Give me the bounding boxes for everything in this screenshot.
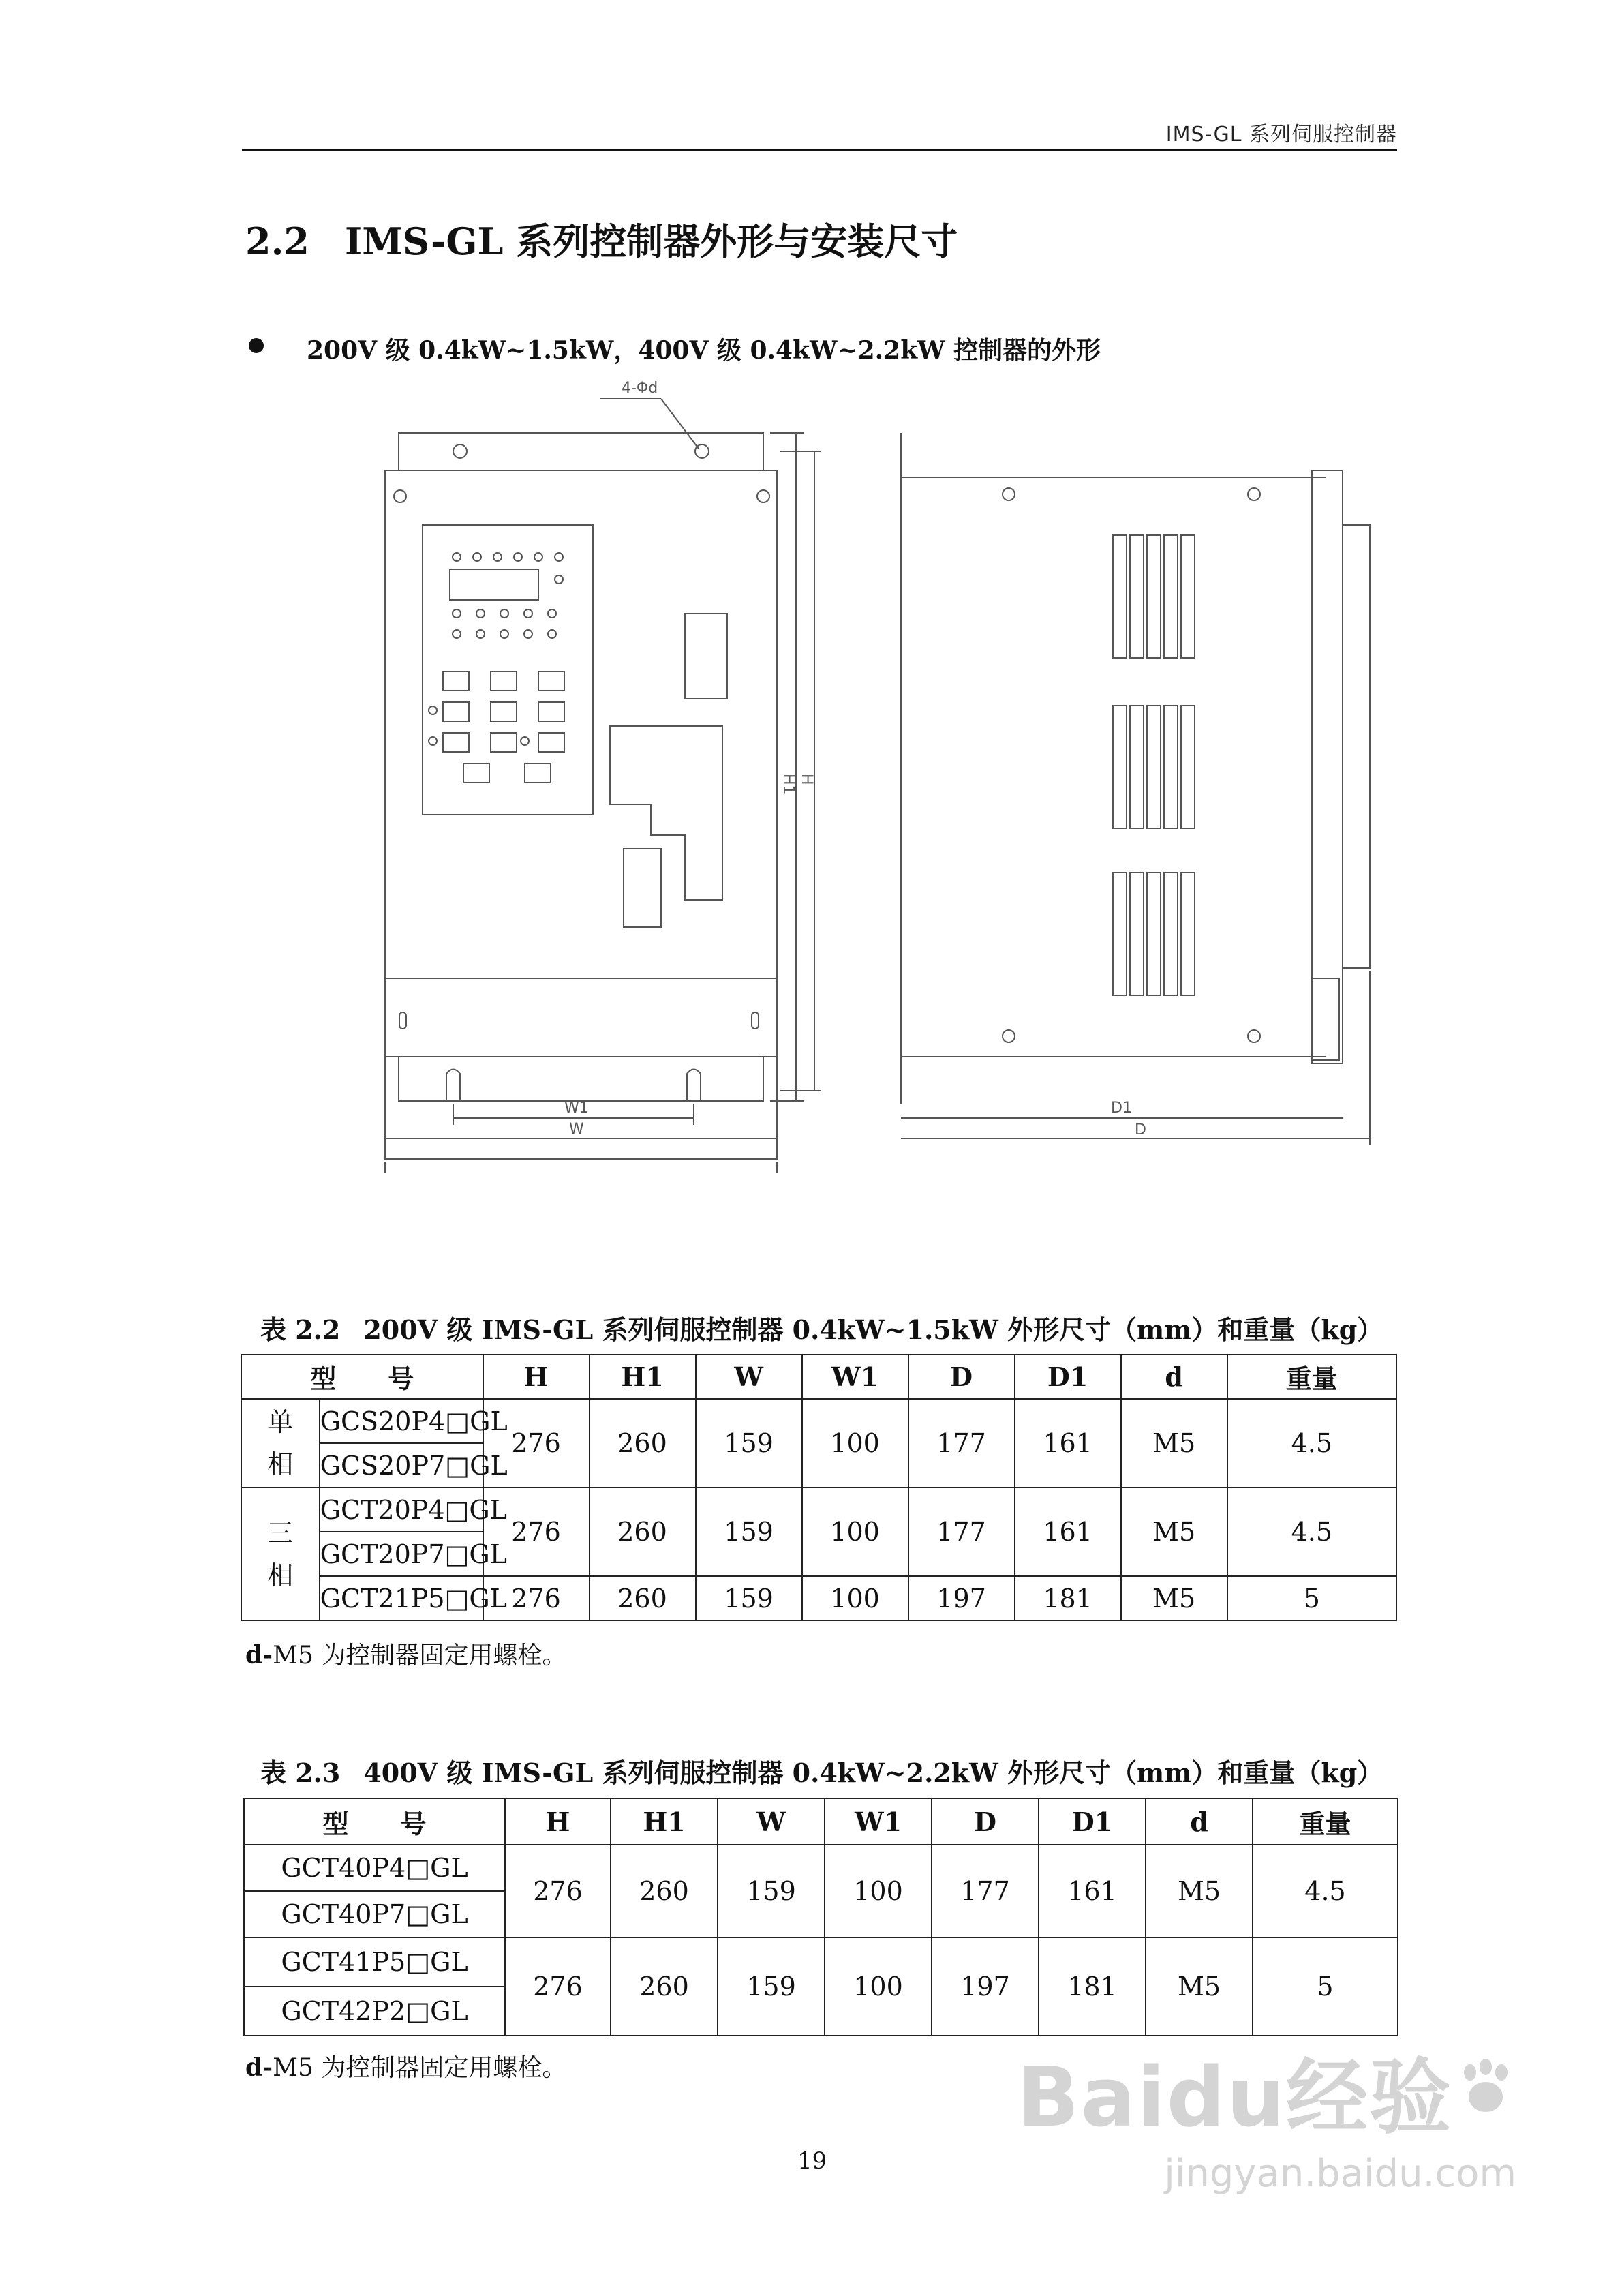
table1-caption-text: 200V 级 IMS-GL 系列伺服控制器 0.4kW~1.5kW 外形尺寸（mm）和重量（kg） [363,1314,1383,1345]
section-title [245,213,958,265]
table-row [244,1937,1398,1987]
table1-note [245,1636,566,1671]
phase-cell: 三 相 [241,1487,320,1620]
keypad-panel [423,525,593,815]
value-cell: 177 [932,1845,1039,1937]
value-cell: 5 [1253,1937,1398,2036]
value-cell: 276 [505,1937,611,2036]
terminal-opening [685,614,727,699]
col-header-h1: H1 [611,1798,718,1845]
screw-icon [1248,488,1260,500]
note-text: M5 为控制器固定用螺栓。 [273,1642,567,1670]
dimension-table-2 [243,1798,1398,2036]
col-header-w1: W1 [825,1798,932,1845]
display-window [450,569,538,600]
screw-icon [757,490,769,502]
value-cell: 177 [908,1399,1015,1487]
table-header-row [244,1798,1398,1845]
table-header-row [241,1355,1396,1399]
screw-icon [1003,488,1015,500]
value-cell: 181 [1039,1937,1146,2036]
model-cell: GCS20P7□GL [320,1443,483,1487]
value-cell: 159 [696,1399,802,1487]
led-indicators-lower [453,609,556,638]
table2-note [245,2049,566,2083]
col-header-dbolt: d [1121,1355,1227,1399]
mounting-hole-icon [453,444,467,458]
value-cell: 177 [908,1487,1015,1576]
table-row [244,1845,1398,1891]
value-cell: 159 [718,1937,825,2036]
value-cell: M5 [1121,1576,1227,1620]
value-cell: 4.5 [1227,1399,1396,1487]
table2-number: 表 2.3 [260,1757,341,1788]
value-cell: M5 [1146,1845,1253,1937]
value-cell: 276 [483,1487,590,1576]
phase-cell: 单 相 [241,1399,320,1487]
model-cell: GCT40P4□GL [244,1845,505,1891]
table-row [241,1399,1396,1443]
led-indicators [453,553,563,584]
note-text: M5 为控制器固定用螺栓。 [273,2054,567,2082]
section-number: 2.2 [245,220,309,263]
value-cell: 100 [825,1845,932,1937]
bullet-text: 200V 级 0.4kW~1.5kW，400V 级 0.4kW~2.2kW 控制器的外形 [307,336,1101,365]
value-cell: 260 [590,1399,696,1487]
watermark [1017,2051,1516,2196]
value-cell: 276 [505,1845,611,1937]
model-cell: GCS20P4□GL [320,1399,483,1443]
value-cell: 161 [1015,1487,1121,1576]
slot-icon [752,1012,759,1029]
model-cell: GCT41P5□GL [244,1937,505,1987]
value-cell: 159 [718,1845,825,1937]
model-cell: GCT40P7□GL [244,1891,505,1937]
value-cell: M5 [1121,1487,1227,1576]
col-header-h1: H1 [590,1355,696,1399]
value-cell: 159 [696,1487,802,1576]
value-cell: 161 [1015,1399,1121,1487]
value-cell: 100 [802,1399,908,1487]
col-header-d: D [932,1798,1039,1845]
value-cell: 260 [611,1845,718,1937]
value-cell: 197 [908,1576,1015,1620]
value-cell: 100 [825,1937,932,2036]
value-cell: 276 [483,1576,590,1620]
model-cell: GCT42P2□GL [244,1987,505,2036]
terminal-slot [624,849,661,927]
model-cell: GCT20P4□GL [320,1487,483,1532]
model-cell: GCT21P5□GL [320,1576,483,1620]
col-header-weight: 重量 [1227,1355,1396,1399]
dim-label-d1: D1 [1111,1100,1132,1117]
value-cell: 260 [590,1576,696,1620]
value-cell: 4.5 [1253,1845,1398,1937]
running-header: IMS-GL 系列伺服控制器 [1165,123,1397,147]
value-cell: 4.5 [1227,1487,1396,1576]
dim-label-h: H [798,774,815,785]
screw-icon [1248,1030,1260,1042]
value-cell: 100 [802,1487,908,1576]
terminal-cover [610,726,722,900]
value-cell: 100 [802,1576,908,1620]
dimension-drawing [368,368,1390,1186]
col-header-d1: D1 [1039,1798,1146,1845]
note-bold: d- [245,1641,273,1670]
col-header-dbolt: d [1146,1798,1253,1845]
front-view [385,380,821,1173]
value-cell: 260 [590,1487,696,1576]
header-rule [242,149,1397,151]
section-title-text: IMS-GL 系列控制器外形与安装尺寸 [344,220,958,263]
page-number: 19 [797,2147,827,2175]
table2-caption-text: 400V 级 IMS-GL 系列伺服控制器 0.4kW~2.2kW 外形尺寸（mm）和重量（kg） [363,1757,1383,1788]
table1-number: 表 2.2 [260,1314,341,1345]
col-header-weight: 重量 [1253,1798,1398,1845]
col-header-w: W [718,1798,825,1845]
col-header-w: W [696,1355,802,1399]
table-row [241,1576,1396,1620]
bullet-icon [249,338,264,353]
screw-icon [394,490,406,502]
keypad-buttons [429,671,564,783]
mounting-slot-icon [446,1070,460,1102]
value-cell: M5 [1146,1937,1253,2036]
note-bold: d- [245,2053,273,2082]
dim-label-w: W [569,1121,584,1138]
col-header-d: D [908,1355,1015,1399]
value-cell: 197 [932,1937,1039,2036]
screw-icon [1003,1030,1015,1042]
mounting-slot-icon [687,1070,701,1102]
dim-label-w1: W1 [564,1100,589,1117]
vent-slots [1113,535,1195,995]
dimension-table-1 [241,1354,1397,1621]
col-header-d1: D1 [1015,1355,1121,1399]
value-cell: 161 [1039,1845,1146,1937]
col-header-w1: W1 [802,1355,908,1399]
table1-caption [260,1309,1383,1346]
col-header-h: H [505,1798,611,1845]
value-cell: 260 [611,1937,718,2036]
value-cell: M5 [1121,1399,1227,1487]
watermark-url: jingyan.baidu.com [1164,2151,1516,2196]
value-cell: 159 [696,1576,802,1620]
col-header-model: 型 号 [241,1355,483,1399]
paw-icon [1455,2057,1516,2119]
dim-label-d: D [1135,1121,1146,1138]
side-view [901,433,1370,1145]
watermark-logo: Baidu经验 [1017,2057,1516,2139]
col-header-model: 型 号 [244,1798,505,1845]
col-header-h: H [483,1355,590,1399]
slot-icon [399,1012,406,1029]
value-cell: 181 [1015,1576,1121,1620]
model-cell: GCT20P7□GL [320,1532,483,1576]
table-row [241,1487,1396,1532]
table2-caption [260,1752,1383,1789]
value-cell: 276 [483,1399,590,1487]
value-cell: 5 [1227,1576,1396,1620]
dim-label-h1: H1 [780,774,797,795]
hole-callout: 4-Φd [622,380,658,397]
